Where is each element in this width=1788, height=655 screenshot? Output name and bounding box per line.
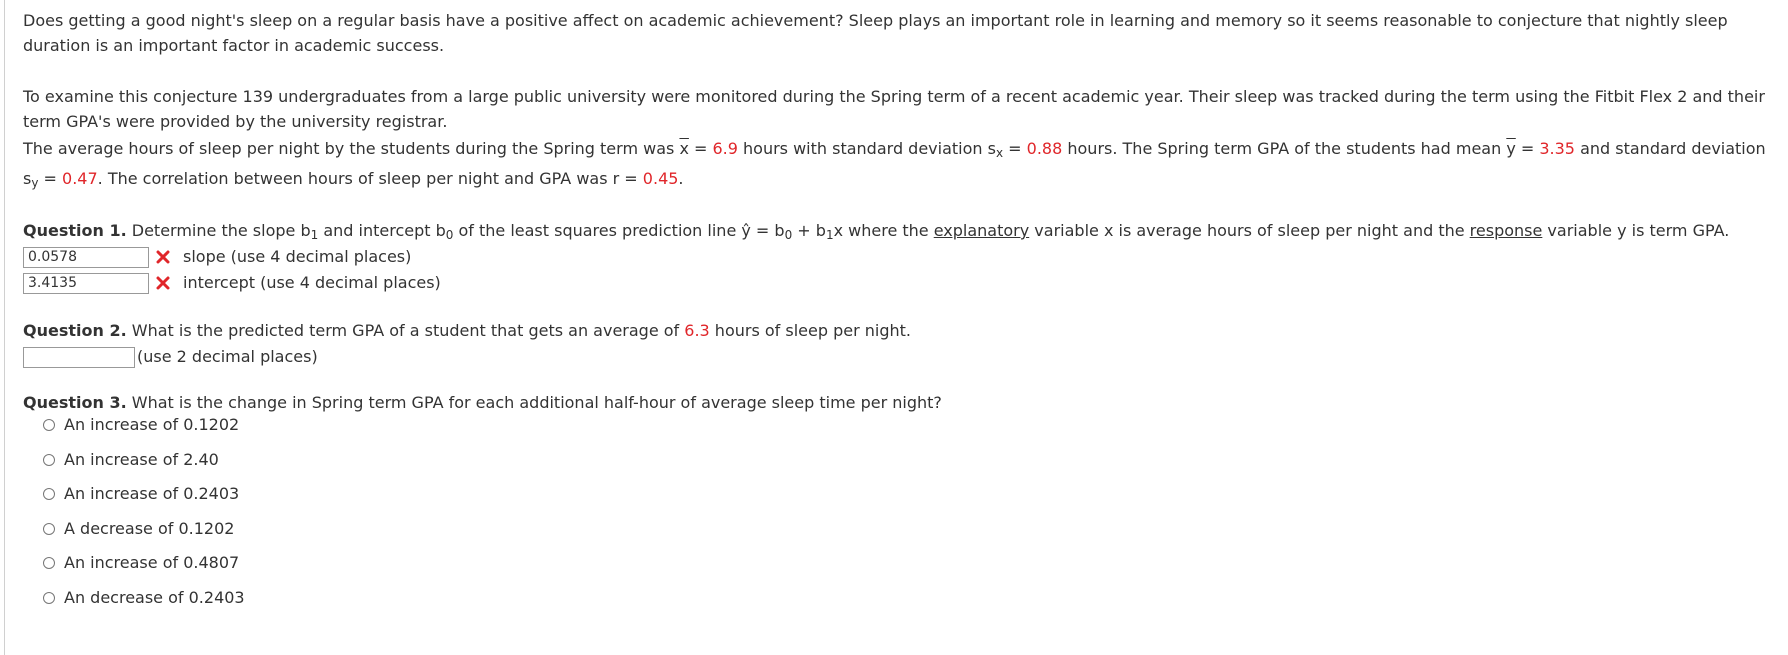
intro-paragraph-3	[23, 134, 1778, 194]
option-5[interactable]	[43, 546, 1778, 581]
question-1-label: Question 1.	[23, 221, 127, 240]
text: What is the change in Spring term GPA for each additional half-hour of average sleep time per night?	[126, 393, 942, 412]
intro-paragraph-2: To examine this conjecture 139 undergraduates from a large public university were monitored during the Spring term of a recent academic year. Their sleep was tracked during the term using the Fitbit Flex 2 and their term GPA's were provided by the university registrar.	[23, 87, 1765, 131]
option-label: An increase of 0.1202	[64, 415, 240, 435]
ybar-value: 3.35	[1539, 139, 1575, 158]
intro-paragraph-1: Does getting a good night's sleep on a regular basis have a positive affect on academic achievement? Sleep plays an important role in learning and memory so it seems reasonable to conjecture that nightly sleep duration is an important factor in academic success.	[23, 11, 1728, 55]
text: and intercept b	[318, 221, 446, 240]
slope-row	[23, 244, 1778, 270]
response-term: response	[1469, 221, 1543, 240]
text: and standard deviation s	[23, 139, 1766, 188]
incorrect-x-icon	[155, 249, 171, 265]
subscript: 1	[825, 228, 834, 242]
intercept-input[interactable]	[23, 273, 149, 294]
text: The average hours of sleep per night by the students during the Spring term was	[23, 139, 680, 158]
text: .	[678, 169, 684, 188]
text: What is the predicted term GPA of a student that gets an average of	[126, 321, 685, 340]
sx-subscript: x	[995, 146, 1004, 160]
question-3-label: Question 3.	[23, 393, 127, 412]
option-2[interactable]	[43, 443, 1778, 478]
subscript: 0	[445, 228, 454, 242]
xbar-symbol: $\overline{x}$	[679, 139, 689, 158]
hours-value: 6.3	[684, 321, 710, 340]
text: . The correlation between hours of sleep per night and GPA was r =	[97, 169, 643, 188]
sx-value: 0.88	[1026, 139, 1063, 158]
option-6[interactable]	[43, 581, 1778, 616]
sy-subscript: y	[31, 176, 39, 190]
question-3	[23, 390, 1778, 615]
sy-value: 0.47	[62, 169, 98, 188]
text: variable y is term GPA.	[1542, 221, 1730, 240]
subscript: 1	[310, 228, 319, 242]
option-label: An increase of 0.2403	[64, 484, 240, 504]
text: x where the	[833, 221, 934, 240]
radio-button[interactable]	[43, 592, 55, 604]
r-value: 0.45	[642, 169, 679, 188]
question-1	[23, 218, 1778, 296]
subscript: 0	[784, 228, 793, 242]
text: =	[1515, 139, 1540, 158]
slope-label: slope (use 4 decimal places)	[183, 247, 412, 266]
answer-options	[23, 408, 1778, 615]
text: =	[688, 139, 713, 158]
slope-input[interactable]	[23, 247, 149, 268]
question-2	[23, 318, 1778, 370]
predicted-gpa-input[interactable]	[23, 347, 135, 368]
radio-button[interactable]	[43, 419, 55, 431]
text: =	[38, 169, 63, 188]
option-3[interactable]	[43, 477, 1778, 512]
radio-button[interactable]	[43, 523, 55, 535]
option-label: A decrease of 0.1202	[64, 518, 235, 538]
incorrect-x-icon	[155, 275, 171, 291]
option-label: An decrease of 0.2403	[64, 587, 245, 607]
question-2-prompt	[23, 318, 1778, 344]
text: hours with standard deviation s	[737, 139, 996, 158]
left-border	[4, 0, 5, 655]
text: =	[1003, 139, 1027, 158]
text: Determine the slope b	[126, 221, 311, 240]
explanatory-term: explanatory	[933, 221, 1030, 240]
intercept-label: intercept (use 4 decimal places)	[183, 273, 441, 292]
xbar-value: 6.9	[712, 139, 738, 158]
intercept-row	[23, 270, 1778, 296]
text: hours. The Spring term GPA of the students had mean	[1062, 139, 1507, 158]
text: of the least squares prediction line ŷ = b	[453, 221, 785, 240]
problem-content	[23, 8, 1778, 615]
ybar-symbol: $\overline{y}$	[1506, 139, 1516, 158]
option-label: An increase of 2.40	[64, 449, 219, 469]
text: + b	[792, 221, 826, 240]
option-label: An increase of 0.4807	[64, 553, 240, 573]
radio-button[interactable]	[43, 557, 55, 569]
predicted-gpa-hint: (use 2 decimal places)	[137, 347, 318, 366]
text: hours of sleep per night.	[709, 321, 911, 340]
question-1-prompt	[23, 218, 1778, 244]
gpa-row	[23, 344, 1778, 370]
radio-button[interactable]	[43, 488, 55, 500]
text: variable x is average hours of sleep per night and the	[1029, 221, 1470, 240]
radio-button[interactable]	[43, 454, 55, 466]
option-4[interactable]	[43, 512, 1778, 547]
question-2-label: Question 2.	[23, 321, 127, 340]
